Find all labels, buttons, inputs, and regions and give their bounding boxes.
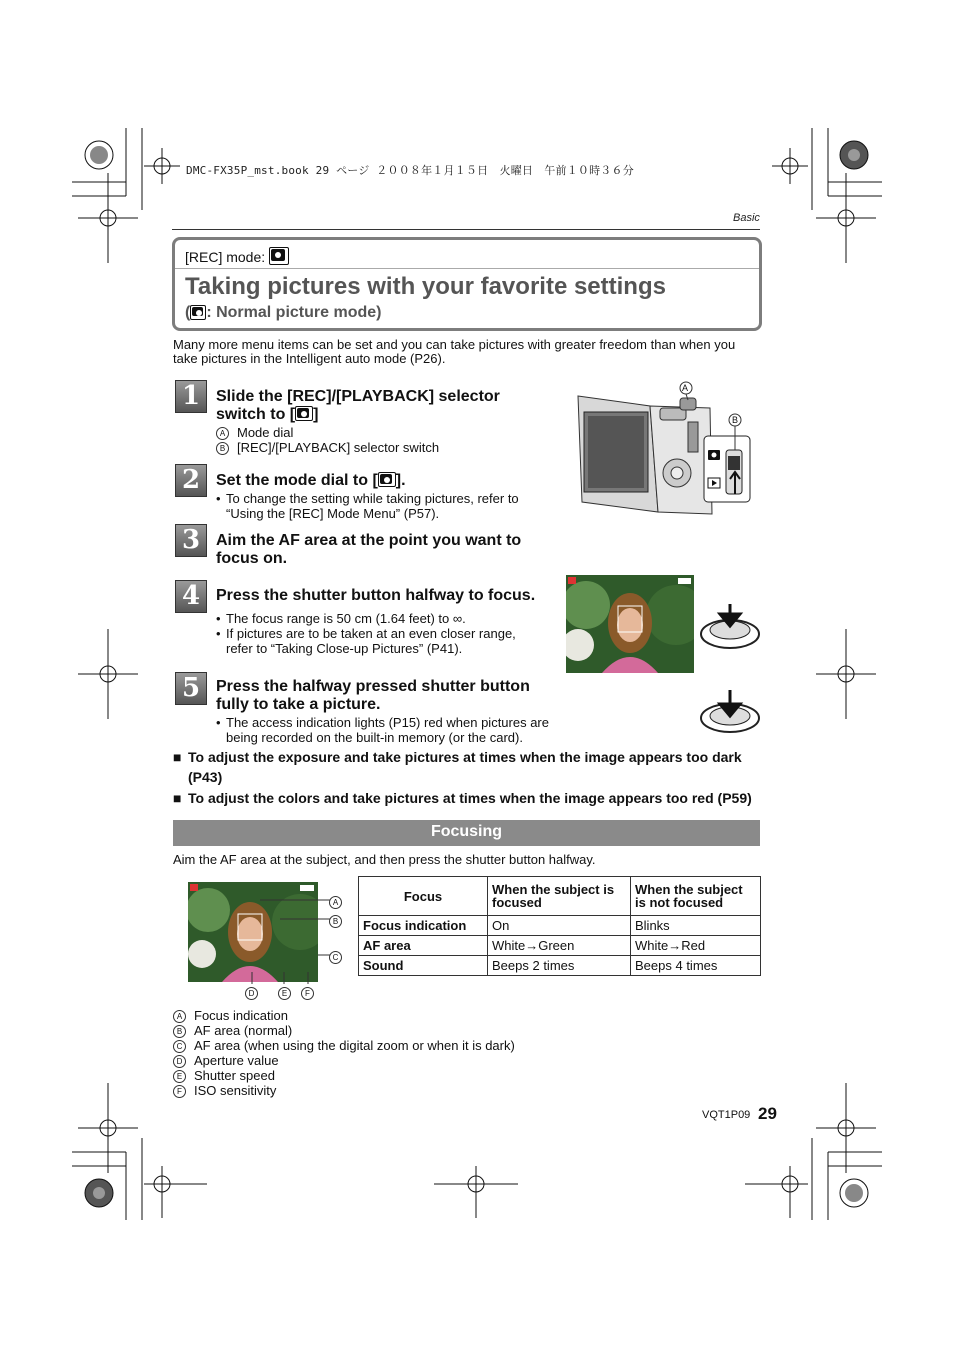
callout-b: B [REC]/[PLAYBACK] selector switch <box>216 440 439 455</box>
table-cell: White→Red <box>631 936 761 956</box>
page-number: 29 <box>758 1104 777 1123</box>
step-1-title <box>216 388 546 424</box>
focusing-intro: Aim the AF area at the subject, and then press the shutter button halfway. <box>173 852 596 867</box>
focusing-heading: Focusing <box>173 820 760 846</box>
table-header-row <box>359 877 761 916</box>
camera-marker-b: B <box>732 415 739 425</box>
callout-a: A Mode dial <box>216 425 439 440</box>
focus-marker-c: C <box>329 948 350 966</box>
step-number-3: 3 <box>175 524 207 557</box>
step-1-callouts <box>216 425 439 455</box>
header-rule <box>172 229 760 230</box>
shutter-half-press-icon <box>698 600 762 652</box>
note-exposure: ■ To adjust the exposure and take pictures at times when the image appears too dark (P43) <box>173 749 742 785</box>
camera-icon <box>295 406 313 421</box>
rec-mode-line <box>185 247 289 265</box>
camera-screen-photo <box>566 575 694 673</box>
step-5-title: Press the halfway pressed shutter button fully to take a picture. <box>216 678 530 713</box>
step-number-5: 5 <box>175 672 207 705</box>
table-cell: Blinks <box>631 916 761 936</box>
title-box <box>172 237 762 331</box>
legend-item: B AF area (normal) <box>173 1023 515 1038</box>
table-row <box>359 916 761 936</box>
note-colors: ■ To adjust the colors and take pictures at times when the image appears too red (P59) <box>173 790 752 806</box>
step-number-1: 1 <box>175 380 207 413</box>
legend-item: E Shutter speed <box>173 1068 515 1083</box>
legend-item: A Focus indication <box>173 1008 515 1023</box>
step-2-bullet: • To change the setting while taking pictures, refer to “Using the [REC] Mode Menu” (P57). <box>216 491 519 521</box>
table-header: Focus <box>359 877 488 916</box>
camera-marker-a: A <box>682 383 689 393</box>
table-header: When the subject is focused <box>488 877 631 916</box>
normal-picture-mode-icon <box>269 247 289 265</box>
step-number-4: 4 <box>175 580 207 613</box>
table-cell: On <box>488 916 631 936</box>
print-header: DMC-FX35P_mst.book 29 ページ ２００８年１月１５日 火曜日 午前１０時３６分 <box>186 164 634 177</box>
step-1-title-line2: switch to [ ] <box>216 406 319 423</box>
focus-legend <box>173 1008 515 1098</box>
table-cell: Focus indication <box>359 916 488 936</box>
step-number-2: 2 <box>175 464 207 497</box>
step-3-title: Aim the AF area at the point you want to focus on. <box>216 532 522 567</box>
step-4-title: Press the shutter button halfway to focus. <box>216 587 536 604</box>
table-header: When the subject is not focused <box>631 877 761 916</box>
subtitle-open: ( <box>185 304 191 321</box>
intro-text: Many more menu items can be set and you can take pictures with greater freedom than when you take pictures in the Intelligent auto mode (P26). <box>173 337 736 366</box>
legend-item: C AF area (when using the digital zoom or when it is dark) <box>173 1038 515 1053</box>
page-code: VQT1P09 <box>702 1109 751 1121</box>
page-subtitle <box>185 304 381 322</box>
subtitle-text: : Normal picture mode) <box>206 304 382 321</box>
shutter-full-press-icon <box>698 686 762 738</box>
focus-marker-b: B <box>329 912 350 930</box>
legend-item: F ISO sensitivity <box>173 1083 515 1098</box>
camera-icon <box>378 472 396 487</box>
focus-marker-a: A <box>329 893 350 911</box>
table-cell: Beeps 2 times <box>488 956 631 976</box>
focus-marker-e: E <box>278 984 299 1002</box>
section-tag: Basic <box>733 212 760 224</box>
table-cell: White→Green <box>488 936 631 956</box>
table-cell: Sound <box>359 956 488 976</box>
step-5-bullet: • The access indication lights (P15) red when pictures are being recorded on the built-in memory (or the card). <box>216 715 549 745</box>
title-box-divider <box>175 268 759 269</box>
focus-marker-f: F <box>301 984 322 1002</box>
rec-mode-label: [REC] mode: <box>185 249 266 265</box>
camera-illustration <box>570 378 755 518</box>
table-row <box>359 936 761 956</box>
focus-table <box>358 876 761 976</box>
table-cell: AF area <box>359 936 488 956</box>
step-2-title: Set the mode dial to [ ]. <box>216 472 406 489</box>
focus-marker-d: D <box>245 984 266 1002</box>
table-cell: Beeps 4 times <box>631 956 761 976</box>
page-title: Taking pictures with your favorite settings <box>185 273 666 300</box>
step-4-bullets: • The focus range is 50 cm (1.64 feet) to ∞. • If pictures are to be taken at an even closer range, refer to “Taking Close-up Pictures” (P41). <box>216 611 516 656</box>
step-1-title-line1: Slide the [REC]/[PLAYBACK] selector <box>216 388 500 405</box>
table-row <box>359 956 761 976</box>
camera-icon <box>190 305 206 320</box>
legend-item: D Aperture value <box>173 1053 515 1068</box>
